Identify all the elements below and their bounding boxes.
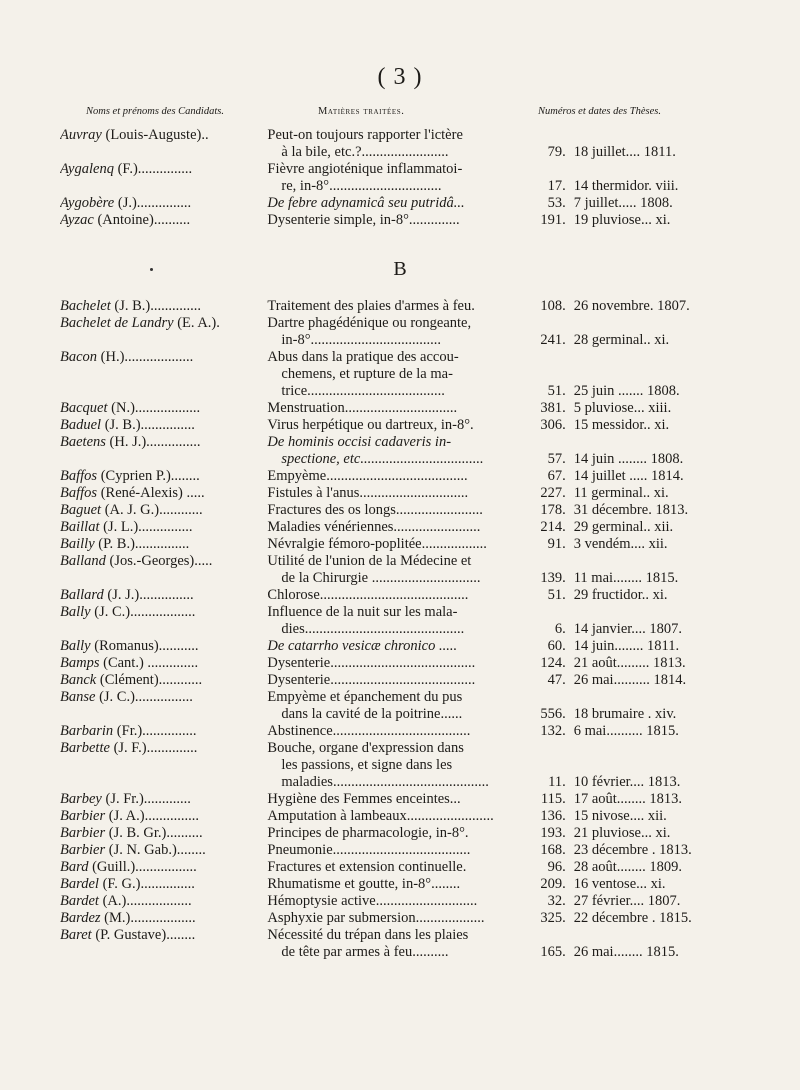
- thesis-date: 15 nivose.... xii.: [573, 808, 667, 824]
- candidate-given: (J. J.)...............: [103, 587, 194, 603]
- thesis-number: 241.: [540, 332, 566, 348]
- thesis-subject: [265, 689, 514, 723]
- thesis-subject: [265, 723, 514, 740]
- candidate-name: [60, 672, 265, 689]
- candidate-given: (E. A.).: [173, 315, 220, 331]
- thesis-subject: [265, 417, 514, 434]
- candidate-surname: Bailly: [60, 536, 95, 552]
- candidate-given: (N.)..................: [107, 400, 201, 416]
- entry-row: [60, 400, 710, 417]
- candidate-given: (Fr.)...............: [113, 723, 197, 739]
- candidate-surname: Bardet: [60, 893, 99, 909]
- candidate-name: [60, 417, 265, 434]
- candidate-name: [60, 434, 265, 468]
- thesis-subject: [265, 791, 514, 808]
- thesis-number: 556.: [540, 706, 566, 722]
- candidate-name: [60, 893, 265, 910]
- thesis-subject: [265, 315, 514, 349]
- thesis-date: 27 février.... 1807.: [573, 893, 681, 909]
- thesis-number: 53.: [547, 195, 566, 211]
- candidate-name: [60, 127, 265, 161]
- candidate-given: (J. N. Gab.)........: [105, 842, 206, 858]
- entry-row: [60, 842, 710, 859]
- thesis-subject: [265, 127, 514, 161]
- thesis-number: 178.: [540, 502, 566, 518]
- entry-row: [60, 672, 710, 689]
- thesis-date: 15 messidor.. xi.: [573, 417, 670, 433]
- entry-row: [60, 298, 710, 315]
- thesis-number: 51.: [547, 587, 566, 603]
- subject-line: Fractures et extension continuelle.: [267, 859, 467, 875]
- subject-line: chemens, et rupture de la ma-: [281, 366, 453, 382]
- section-a: [60, 127, 710, 229]
- candidate-given: (J. Fr.).............: [101, 791, 191, 807]
- candidate-surname: Bachelet: [60, 298, 111, 314]
- candidate-given: (J. L.)...............: [99, 519, 193, 535]
- candidate-name: [60, 315, 265, 349]
- subject-line: De febre adynamicâ seu putridâ...: [267, 195, 465, 211]
- column-headers: [0, 106, 800, 122]
- entry-row: [60, 468, 710, 485]
- header-subjects: Matières traitées.: [318, 106, 405, 117]
- thesis-number: 17.: [547, 178, 566, 194]
- candidate-surname: Baillat: [60, 519, 100, 535]
- subject-line: à la bile, etc.?........................: [281, 144, 449, 160]
- candidate-name: [60, 740, 265, 791]
- subject-line: Névralgie fémoro-poplitée..................: [267, 536, 487, 552]
- subject-line: Fractures des os longs........................: [267, 502, 483, 518]
- thesis-subject: [265, 825, 514, 842]
- candidate-surname: Baffos: [60, 485, 98, 501]
- thesis-date: 10 février.... 1813.: [573, 774, 681, 790]
- entry-row: [60, 723, 710, 740]
- thesis-date: 23 décembre . 1813.: [573, 842, 692, 858]
- thesis-subject: [265, 161, 514, 195]
- candidate-name: [60, 298, 265, 315]
- subject-line: Hémoptysie active............................: [267, 893, 478, 909]
- candidate-surname: Baduel: [60, 417, 102, 433]
- subject-line: Bouche, organe d'expression dans: [267, 740, 464, 756]
- thesis-date: 16 ventose... xi.: [573, 876, 666, 892]
- ink-dot: [150, 268, 153, 271]
- thesis-number: 79.: [547, 144, 566, 160]
- candidate-surname: Barbier: [60, 825, 106, 841]
- subject-line: re, in-8°...............................: [281, 178, 442, 194]
- candidate-surname: Baguet: [60, 502, 102, 518]
- candidate-surname: Bally: [60, 604, 91, 620]
- subject-line: Chlorose.........................................: [267, 587, 469, 603]
- entry-row: [60, 434, 710, 468]
- candidate-name: [60, 587, 265, 604]
- thesis-date: 22 décembre . 1815.: [573, 910, 692, 926]
- candidate-given: (J. A.)...............: [105, 808, 199, 824]
- subject-line: Dysenterie simple, in-8°..............: [267, 212, 460, 228]
- candidate-name: [60, 842, 265, 859]
- thesis-number: 57.: [547, 451, 566, 467]
- thesis-subject: [265, 655, 514, 672]
- candidate-surname: Bally: [60, 638, 91, 654]
- thesis-subject: [265, 485, 514, 502]
- candidate-given: (Romanus)...........: [90, 638, 199, 654]
- candidate-given: (H. J.)...............: [105, 434, 201, 450]
- thesis-number: 136.: [540, 808, 566, 824]
- thesis-date: 21 pluviose... xi.: [573, 825, 671, 841]
- thesis-date: 5 pluviose... xiii.: [573, 400, 672, 416]
- candidate-name: [60, 349, 265, 400]
- subject-line: De hominis occisi cadaveris in-: [267, 434, 452, 450]
- candidate-surname: Bardel: [60, 876, 99, 892]
- candidate-surname: Bardez: [60, 910, 101, 926]
- thesis-date: 28 août........ 1809.: [573, 859, 683, 875]
- thesis-date: 14 juillet ..... 1814.: [573, 468, 684, 484]
- subject-line: Peut-on toujours rapporter l'ictère: [267, 127, 463, 143]
- candidate-name: [60, 485, 265, 502]
- thesis-subject: [265, 553, 514, 587]
- thesis-date: 26 novembre. 1807.: [573, 298, 690, 314]
- subject-line: Principes de pharmacologie, in-8°.: [267, 825, 469, 841]
- candidate-given: (J. F.)..............: [109, 740, 198, 756]
- candidate-name: [60, 876, 265, 893]
- header-numbers: Numéros et dates des Thèses.: [538, 106, 661, 117]
- candidate-name: [60, 808, 265, 825]
- subject-line: Rhumatisme et goutte, in-8°........: [267, 876, 461, 892]
- thesis-subject: [265, 519, 514, 536]
- thesis-number: 32.: [547, 893, 566, 909]
- thesis-date: 6 mai.......... 1815.: [573, 723, 679, 739]
- candidate-given: (Louis-Auguste)..: [101, 127, 209, 143]
- candidate-surname: Barbier: [60, 842, 106, 858]
- thesis-number: 209.: [540, 876, 566, 892]
- entry-row: [60, 638, 710, 655]
- thesis-subject: [265, 587, 514, 604]
- candidate-surname: Banse: [60, 689, 96, 705]
- entry-row: [60, 502, 710, 519]
- subject-line: Abstinence......................................: [267, 723, 471, 739]
- thesis-number: 325.: [540, 910, 566, 926]
- candidate-given: (J. C.)..................: [90, 604, 196, 620]
- thesis-number: 132.: [540, 723, 566, 739]
- candidate-surname: Barbey: [60, 791, 102, 807]
- thesis-subject: [265, 536, 514, 553]
- subject-line: dans la cavité de la poitrine......: [281, 706, 463, 722]
- entry-row: [60, 553, 710, 587]
- candidate-name: [60, 927, 265, 961]
- subject-line: Empyème et épanchement du pus: [267, 689, 463, 705]
- candidate-name: [60, 655, 265, 672]
- candidate-surname: Bard: [60, 859, 89, 875]
- candidate-name: [60, 536, 265, 553]
- candidate-name: [60, 161, 265, 195]
- thesis-date: 11 germinal.. xi.: [573, 485, 669, 501]
- thesis-date: 28 germinal.. xi.: [573, 332, 670, 348]
- candidate-surname: Baret: [60, 927, 92, 943]
- thesis-number: 168.: [540, 842, 566, 858]
- subject-line: in-8°....................................: [281, 332, 442, 348]
- entry-row: [60, 587, 710, 604]
- thesis-date: 14 thermidor. viii.: [573, 178, 679, 194]
- candidate-surname: Baffos: [60, 468, 98, 484]
- candidate-surname: Barbarin: [60, 723, 114, 739]
- candidate-surname: Aygobère: [60, 195, 115, 211]
- thesis-date: 14 juin........ 1811.: [573, 638, 680, 654]
- thesis-number: 124.: [540, 655, 566, 671]
- entry-row: [60, 655, 710, 672]
- entry-row: [60, 604, 710, 638]
- entry-row: [60, 859, 710, 876]
- subject-line: maladies...........................................: [281, 774, 489, 790]
- candidate-given: (H.)...................: [97, 349, 194, 365]
- subject-line: Dysenterie........................................: [267, 672, 476, 688]
- candidate-surname: Bacon: [60, 349, 98, 365]
- candidate-given: (Cant.) ..............: [99, 655, 199, 671]
- subject-line: Traitement des plaies d'armes à feu.: [267, 298, 475, 314]
- subject-line: Amputation à lambeaux........................: [267, 808, 494, 824]
- candidate-name: [60, 212, 265, 229]
- thesis-subject: [265, 893, 514, 910]
- candidate-name: [60, 195, 265, 212]
- subject-line: Nécessité du trépan dans les plaies: [267, 927, 469, 943]
- subject-line: Dartre phagédénique ou rongeante,: [267, 315, 472, 331]
- candidate-name: [60, 400, 265, 417]
- candidate-given: (F.)...............: [113, 161, 193, 177]
- candidate-given: (René-Alexis) .....: [97, 485, 205, 501]
- candidate-given: (M.)..................: [100, 910, 196, 926]
- thesis-subject: [265, 349, 514, 400]
- thesis-number: 108.: [540, 298, 566, 314]
- candidate-given: (A.)..................: [98, 893, 192, 909]
- subject-line: Fistules à l'anus..............................: [267, 485, 469, 501]
- thesis-date: 18 brumaire . xiv.: [573, 706, 677, 722]
- thesis-date: 14 janvier.... 1807.: [573, 621, 683, 637]
- thesis-date: 29 germinal.. xii.: [573, 519, 674, 535]
- thesis-number: 165.: [540, 944, 566, 960]
- entry-row: [60, 315, 710, 349]
- subject-line: Asphyxie par submersion...................: [267, 910, 485, 926]
- section-letter-b: B: [393, 258, 407, 280]
- candidate-surname: Bachelet de Landry: [60, 315, 174, 331]
- candidate-given: (Jos.-Georges).....: [105, 553, 213, 569]
- entry-row: [60, 485, 710, 502]
- entry-row: [60, 212, 710, 229]
- subject-line: Menstruation...............................: [267, 400, 458, 416]
- thesis-number: 193.: [540, 825, 566, 841]
- thesis-subject: [265, 434, 514, 468]
- candidate-surname: Auvray: [60, 127, 102, 143]
- candidate-given: (J.)...............: [114, 195, 192, 211]
- thesis-number: 91.: [547, 536, 566, 552]
- candidate-given: (Clément)............: [96, 672, 203, 688]
- thesis-date: 18 juillet.... 1811.: [573, 144, 676, 160]
- thesis-number: 96.: [547, 859, 566, 875]
- subject-line: Pneumonie......................................: [267, 842, 471, 858]
- candidate-surname: Aygalenq: [60, 161, 114, 177]
- subject-line: Dysenterie........................................: [267, 655, 476, 671]
- thesis-number: 115.: [540, 791, 566, 807]
- candidate-name: [60, 519, 265, 536]
- candidate-name: [60, 689, 265, 723]
- entry-row: [60, 161, 710, 195]
- thesis-number: 47.: [547, 672, 566, 688]
- thesis-date: 17 août........ 1813.: [573, 791, 683, 807]
- thesis-subject: [265, 927, 514, 961]
- entry-row: [60, 417, 710, 434]
- thesis-date: 21 août......... 1813.: [573, 655, 686, 671]
- subject-line: Empyème.......................................: [267, 468, 468, 484]
- thesis-date: 25 juin ....... 1808.: [573, 383, 680, 399]
- candidate-name: [60, 553, 265, 587]
- thesis-subject: [265, 298, 514, 315]
- thesis-subject: [265, 502, 514, 519]
- candidate-name: [60, 791, 265, 808]
- candidate-name: [60, 468, 265, 485]
- thesis-subject: [265, 859, 514, 876]
- subject-line: dies............................................: [281, 621, 465, 637]
- candidate-surname: Barbier: [60, 808, 106, 824]
- candidate-name: [60, 638, 265, 655]
- candidate-given: (J. B.)...............: [101, 417, 195, 433]
- thesis-date: 26 mai.......... 1814.: [573, 672, 687, 688]
- candidate-name: [60, 502, 265, 519]
- section-b: [60, 298, 710, 961]
- entry-row: [60, 927, 710, 961]
- candidate-given: (J. B.)..............: [110, 298, 201, 314]
- candidate-given: (F. G.)...............: [98, 876, 195, 892]
- candidate-surname: Ballard: [60, 587, 104, 603]
- page-number: ( 3 ): [377, 64, 423, 90]
- subject-line: Hygiène des Femmes enceintes...: [267, 791, 461, 807]
- thesis-number: 6.: [554, 621, 566, 637]
- entry-row: [60, 349, 710, 400]
- thesis-date: 3 vendém.... xii.: [573, 536, 668, 552]
- candidate-name: [60, 604, 265, 638]
- candidate-given: (Guill.).................: [88, 859, 197, 875]
- subject-line: les passions, et signe dans les: [281, 757, 453, 773]
- entry-row: [60, 808, 710, 825]
- thesis-subject: [265, 638, 514, 655]
- candidate-name: [60, 825, 265, 842]
- entry-row: [60, 195, 710, 212]
- subject-line: Influence de la nuit sur les mala-: [267, 604, 458, 620]
- candidate-given: (P. Gustave)........: [91, 927, 196, 943]
- thesis-subject: [265, 876, 514, 893]
- entry-row: [60, 876, 710, 893]
- entry-row: [60, 791, 710, 808]
- candidate-surname: Bamps: [60, 655, 100, 671]
- thesis-number: 67.: [547, 468, 566, 484]
- thesis-date: 11 mai........ 1815.: [573, 570, 679, 586]
- subject-line: Virus herpétique ou dartreux, in-8°.: [267, 417, 474, 433]
- entry-row: [60, 910, 710, 927]
- thesis-number: 306.: [540, 417, 566, 433]
- candidate-given: (Cyprien P.)........: [97, 468, 200, 484]
- candidate-surname: Balland: [60, 553, 106, 569]
- thesis-subject: [265, 740, 514, 791]
- thesis-subject: [265, 468, 514, 485]
- candidate-surname: Baetens: [60, 434, 106, 450]
- thesis-number: 11.: [548, 774, 566, 790]
- entry-row: [60, 825, 710, 842]
- thesis-subject: [265, 212, 514, 229]
- entry-row: [60, 127, 710, 161]
- thesis-date: 19 pluviose... xi.: [573, 212, 671, 228]
- candidate-given: (J. B. Gr.)..........: [105, 825, 203, 841]
- candidate-name: [60, 723, 265, 740]
- thesis-date: 29 fructidor.. xi.: [573, 587, 668, 603]
- candidate-given: (Antoine)..........: [93, 212, 191, 228]
- subject-line: de tête par armes à feu..........: [281, 944, 449, 960]
- entry-row: [60, 689, 710, 723]
- subject-line: De catarrho vesicæ chronico .....: [267, 638, 458, 654]
- subject-line: Fièvre angioténique inflammatoi-: [267, 161, 463, 177]
- subject-line: spectione, etc..................................: [281, 451, 484, 467]
- candidate-name: [60, 859, 265, 876]
- thesis-subject: [265, 195, 514, 212]
- entry-row: [60, 740, 710, 791]
- thesis-subject: [265, 400, 514, 417]
- thesis-number: 51.: [547, 383, 566, 399]
- thesis-subject: [265, 842, 514, 859]
- entry-row: [60, 536, 710, 553]
- thesis-subject: [265, 604, 514, 638]
- candidate-given: (J. C.)................: [95, 689, 193, 705]
- thesis-date: 7 juillet..... 1808.: [573, 195, 673, 211]
- header-names: Noms et prénoms des Candidats.: [86, 106, 224, 117]
- candidate-name: [60, 910, 265, 927]
- thesis-number: 214.: [540, 519, 566, 535]
- candidate-surname: Banck: [60, 672, 97, 688]
- subject-line: Abus dans la pratique des accou-: [267, 349, 459, 365]
- subject-line: Maladies vénériennes........................: [267, 519, 481, 535]
- thesis-number: 191.: [540, 212, 566, 228]
- thesis-subject: [265, 672, 514, 689]
- thesis-date: 31 décembre. 1813.: [573, 502, 689, 518]
- entry-row: [60, 893, 710, 910]
- thesis-number: 227.: [540, 485, 566, 501]
- subject-line: de la Chirurgie ..............................: [281, 570, 481, 586]
- candidate-surname: Ayzac: [60, 212, 94, 228]
- candidate-surname: Bacquet: [60, 400, 108, 416]
- candidate-surname: Barbette: [60, 740, 110, 756]
- thesis-date: 14 juin ........ 1808.: [573, 451, 684, 467]
- subject-line: Utilité de l'union de la Médecine et: [267, 553, 472, 569]
- thesis-subject: [265, 808, 514, 825]
- subject-line: trice......................................: [281, 383, 445, 399]
- thesis-subject: [265, 910, 514, 927]
- candidate-given: (P. B.)...............: [94, 536, 190, 552]
- thesis-date: 26 mai........ 1815.: [573, 944, 679, 960]
- thesis-number: 60.: [547, 638, 566, 654]
- thesis-number: 139.: [540, 570, 566, 586]
- candidate-given: (A. J. G.)............: [101, 502, 203, 518]
- entry-row: [60, 519, 710, 536]
- thesis-number: 381.: [540, 400, 566, 416]
